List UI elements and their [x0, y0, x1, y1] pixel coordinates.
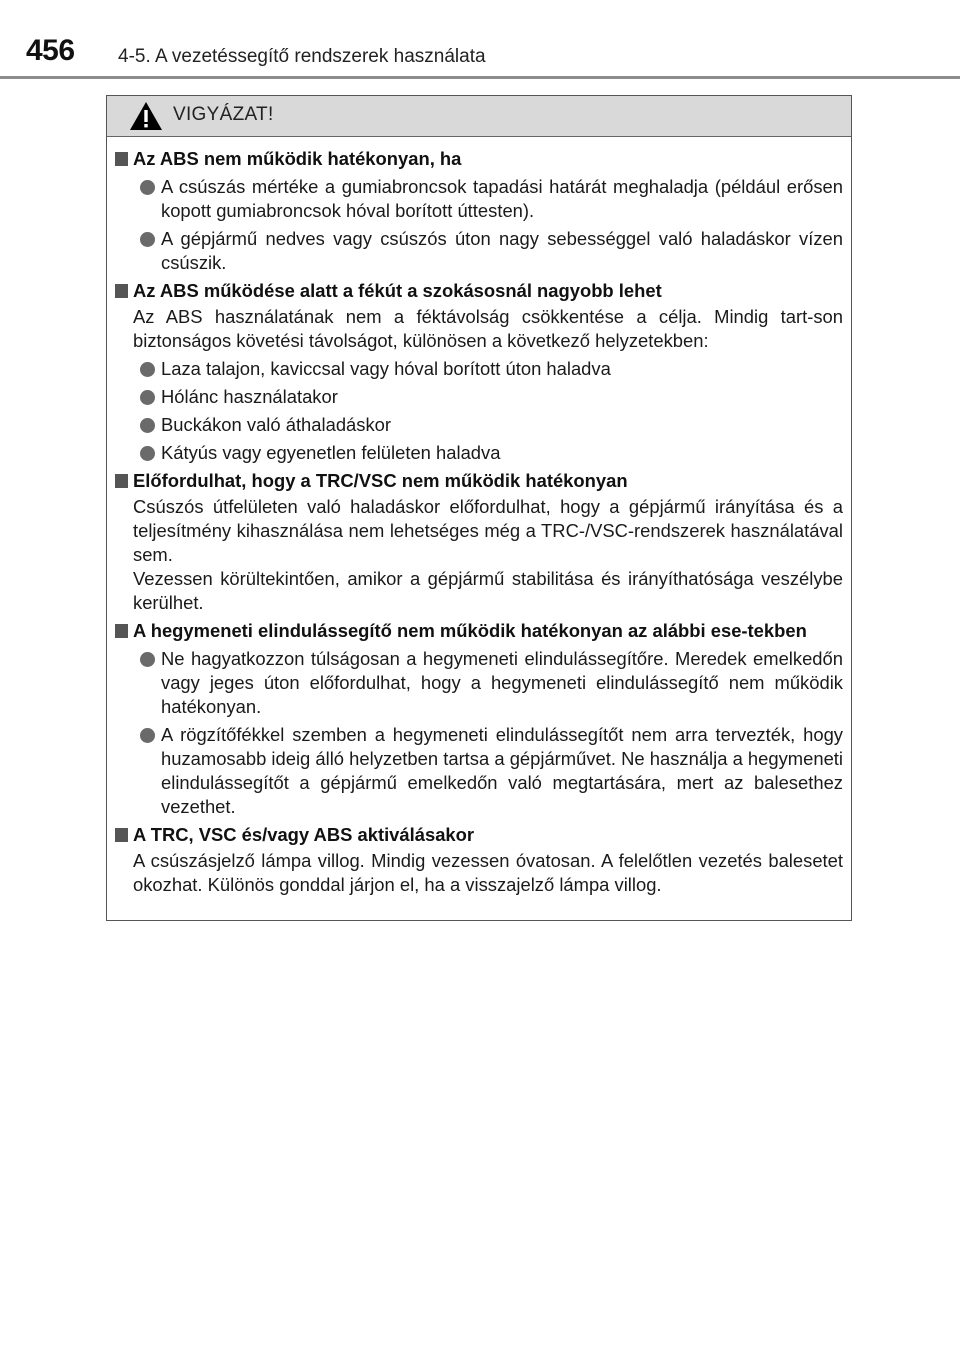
- list-item: [115, 723, 843, 819]
- section-heading: [115, 469, 843, 493]
- circle-bullet-icon: [140, 446, 155, 461]
- page-header: [0, 0, 960, 80]
- square-bullet-icon: [115, 152, 128, 166]
- circle-bullet-icon: [140, 390, 155, 405]
- section-heading-text: A TRC, VSC és/vagy ABS aktiválásakor: [133, 824, 475, 845]
- list-item: [115, 385, 843, 409]
- section-heading: [115, 279, 843, 303]
- caution-section: [115, 279, 843, 465]
- section-title: 4-5. A vezetéssegítő rendszerek használata: [118, 46, 486, 67]
- caution-section: [115, 469, 843, 615]
- caution-box: [106, 95, 852, 921]
- list-item-text: Laza talajon, kaviccsal vagy hóval borított úton haladva: [161, 358, 611, 379]
- section-text: A csúszásjelző lámpa villog. Mindig vezessen óvatosan. A felelőtlen vezetés balesetet okozhat. Különös gonddal járjon el, ha a visszajelző lámpa villog.: [133, 850, 843, 895]
- section-heading-text: Az ABS működése alatt a fékút a szokásosnál nagyobb lehet: [133, 280, 662, 301]
- list-item: [115, 441, 843, 465]
- list-item: [115, 413, 843, 437]
- circle-bullet-icon: [140, 232, 155, 247]
- list-item-text: A gépjármű nedves vagy csúszós úton nagy sebességgel való haladáskor vízen csúszik.: [161, 228, 843, 273]
- square-bullet-icon: [115, 474, 128, 488]
- section-heading: [115, 619, 843, 643]
- list-item-text: A rögzítőfékkel szemben a hegymeneti elindulássegítőt nem arra tervezték, hogy huzamosabb ideig álló helyzetben tartsa a gépjárművet. Ne használja a hegymeneti elindulássegítőt a gépjármű emelkedőn való megtartására, mert az balesethez vezethet.: [161, 724, 843, 817]
- caution-section: [115, 147, 843, 275]
- page-number: 456: [26, 34, 75, 67]
- caution-label: VIGYÁZAT!: [173, 104, 274, 125]
- caution-section: [115, 619, 843, 819]
- section-heading: [115, 147, 843, 171]
- list-item-text: Buckákon való áthaladáskor: [161, 414, 392, 435]
- list-item: [115, 227, 843, 275]
- circle-bullet-icon: [140, 728, 155, 743]
- list-item-text: A csúszás mértéke a gumiabroncsok tapadási határát meghaladja (például erősen kopott gumiabroncsok hóval borított úttesten).: [161, 176, 843, 221]
- circle-bullet-icon: [140, 180, 155, 195]
- list-item-text: Hólánc használatakor: [161, 386, 338, 407]
- section-heading-text: Előfordulhat, hogy a TRC/VSC nem működik hatékonyan: [133, 470, 628, 491]
- list-item: [115, 175, 843, 223]
- list-item: [115, 357, 843, 381]
- caution-header: [107, 96, 851, 137]
- circle-bullet-icon: [140, 652, 155, 667]
- circle-bullet-icon: [140, 418, 155, 433]
- warning-triangle-icon: [129, 101, 163, 131]
- square-bullet-icon: [115, 828, 128, 842]
- header-rule: [0, 76, 960, 79]
- section-heading-text: A hegymeneti elindulássegítő nem működik hatékonyan az alábbi ese-tekben: [133, 620, 807, 641]
- circle-bullet-icon: [140, 362, 155, 377]
- list-item-text: Kátyús vagy egyenetlen felületen haladva: [161, 442, 501, 463]
- list-item-text: Ne hagyatkozzon túlságosan a hegymeneti elindulássegítőre. Meredek emelkedőn vagy jeges úton előfordulhat, hogy a hegymeneti elindulássegítő nem működik hatékonyan.: [161, 648, 843, 717]
- section-text: Vezessen körültekintően, amikor a gépjármű stabilitása és irányíthatósága veszélybe kerülhet.: [133, 568, 843, 613]
- caution-body: [107, 137, 851, 897]
- square-bullet-icon: [115, 284, 128, 298]
- section-text: Az ABS használatának nem a féktávolság csökkentése a célja. Mindig tart-son biztonságos követési távolságot, különösen a következő helyzetekben:: [133, 306, 843, 351]
- caution-section: [115, 823, 843, 897]
- list-item: [115, 647, 843, 719]
- section-heading: [115, 823, 843, 847]
- section-text: Csúszós útfelületen való haladáskor előfordulhat, hogy a gépjármű irányítása és a teljesítmény kihasználása nem lehetséges még a TRC-/VSC-rendszerek használatával sem.: [133, 496, 843, 565]
- section-heading-text: Az ABS nem működik hatékonyan, ha: [133, 148, 462, 169]
- square-bullet-icon: [115, 624, 128, 638]
